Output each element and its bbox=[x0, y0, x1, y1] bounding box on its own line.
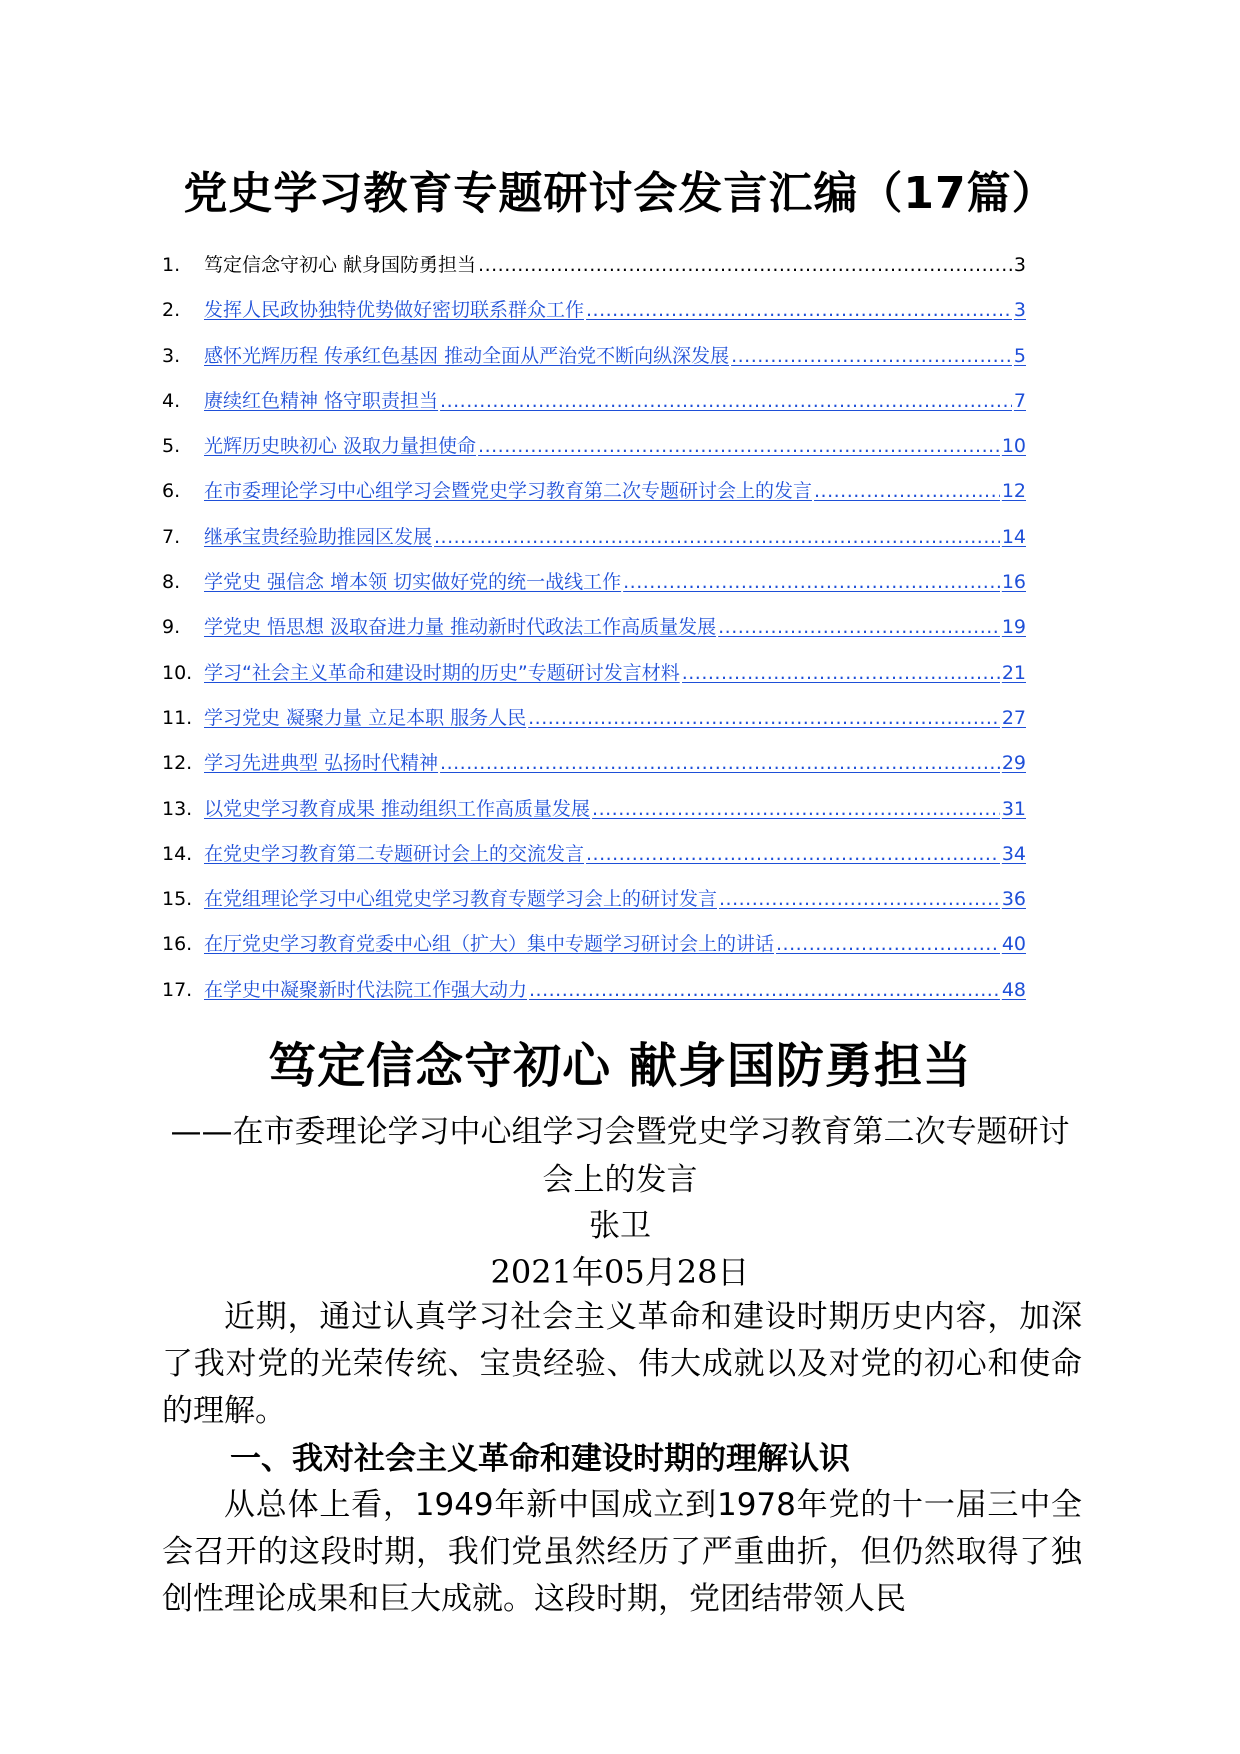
toc-entry-title: 在厅党史学习教育党委中心组（扩大）集中专题学习研讨会上的讲话 bbox=[204, 933, 775, 956]
toc-dot-leader bbox=[586, 841, 1000, 867]
toc-entry-number: 1. bbox=[162, 254, 181, 276]
article-paragraph: 近期，通过认真学习社会主义革命和建设时期历史内容，加深了我对党的光荣传统、宝贵经验、伟大成就以及对党的初心和使命的理解。 bbox=[162, 1299, 1082, 1429]
toc-entry-link[interactable] bbox=[204, 614, 1026, 640]
toc-dot-leader bbox=[529, 977, 1000, 1003]
toc-entry-title: 感怀光辉历程 传承红色基因 推动全面从严治党不断向纵深发展 bbox=[204, 344, 730, 367]
toc-entry-title: 继承宝贵经验助推园区发展 bbox=[204, 525, 433, 548]
toc-entry-link[interactable] bbox=[204, 931, 1026, 957]
toc-entry-number: 9. bbox=[162, 616, 181, 639]
toc-entry-title: 学党史 悟思想 汲取奋进力量 推动新时代政法工作高质量发展 bbox=[204, 616, 717, 639]
toc-dot-leader bbox=[478, 252, 1012, 278]
toc-entry-title: 以党史学习教育成果 推动组织工作高质量发展 bbox=[204, 797, 591, 820]
toc-entry-link[interactable] bbox=[204, 977, 1026, 1003]
toc-entry-page: 40 bbox=[1001, 933, 1026, 956]
toc-entry-title: 学习党史 凝聚力量 立足本职 服务人民 bbox=[204, 706, 527, 729]
section-heading: 一、我对社会主义革命和建设时期的理解认识 bbox=[230, 1441, 850, 1477]
toc-entry-number: 16. bbox=[162, 933, 193, 956]
toc-entry-link[interactable] bbox=[204, 524, 1026, 550]
toc-entry-number: 5. bbox=[162, 435, 181, 458]
toc-entry-number: 10. bbox=[162, 661, 193, 684]
toc-entry[interactable] bbox=[162, 660, 1026, 705]
toc-dot-leader bbox=[478, 433, 1000, 459]
toc-entry-link[interactable] bbox=[204, 886, 1026, 912]
toc-entry-link[interactable] bbox=[204, 841, 1026, 867]
toc-dot-leader bbox=[440, 750, 1000, 776]
toc-entry-page: 10 bbox=[1001, 435, 1026, 458]
toc-dot-leader bbox=[814, 478, 1000, 504]
toc-dot-leader bbox=[434, 524, 1000, 550]
toc-entry-link[interactable] bbox=[204, 750, 1026, 776]
toc-entry[interactable] bbox=[162, 886, 1026, 931]
toc-entry-number: 8. bbox=[162, 571, 181, 594]
toc-entry-page: 48 bbox=[1001, 978, 1026, 1001]
toc-dot-leader bbox=[586, 297, 1012, 323]
toc-entry-page: 29 bbox=[1001, 752, 1026, 775]
toc-entry-page: 27 bbox=[1001, 706, 1026, 729]
toc-entry-page: 12 bbox=[1001, 480, 1026, 503]
toc-entry-link[interactable] bbox=[204, 796, 1026, 822]
toc-entry-number: 13. bbox=[162, 797, 193, 820]
toc-entry-page: 31 bbox=[1001, 797, 1026, 820]
toc-entry-link[interactable] bbox=[204, 660, 1026, 686]
article-date: 2021年05月28日 bbox=[490, 1253, 750, 1291]
table-of-contents bbox=[162, 252, 1026, 1022]
toc-entry[interactable] bbox=[162, 478, 1026, 523]
toc-entry bbox=[162, 252, 1026, 297]
toc-entry-link[interactable] bbox=[204, 705, 1026, 731]
toc-entry-title: 学习先进典型 弘扬时代精神 bbox=[204, 752, 439, 775]
toc-entry-title: 在市委理论学习中心组学习会暨党史学习教育第二次专题研讨会上的发言 bbox=[204, 480, 813, 503]
article-subtitle: ——在市委理论学习中心组学习会暨党史学习教育第二次专题研讨会上的发言 bbox=[170, 1114, 1070, 1198]
toc-dot-leader bbox=[623, 569, 1000, 595]
toc-entry-page: 3 bbox=[1013, 299, 1026, 322]
toc-entry-number: 14. bbox=[162, 842, 193, 865]
toc-entry-number: 4. bbox=[162, 389, 181, 412]
toc-entry-page: 14 bbox=[1001, 525, 1026, 548]
toc-entry-link[interactable] bbox=[204, 478, 1026, 504]
toc-entry[interactable] bbox=[162, 841, 1026, 886]
toc-entry[interactable] bbox=[162, 433, 1026, 478]
toc-entry-link[interactable] bbox=[204, 569, 1026, 595]
toc-dot-leader bbox=[528, 705, 1000, 731]
article-author: 张卫 bbox=[589, 1208, 651, 1244]
toc-entry-title: 赓续红色精神 恪守职责担当 bbox=[204, 389, 439, 412]
toc-dot-leader bbox=[719, 886, 1000, 912]
toc-entry[interactable] bbox=[162, 796, 1026, 841]
toc-entry-number: 2. bbox=[162, 299, 181, 322]
toc-entry[interactable] bbox=[162, 705, 1026, 750]
toc-entry[interactable] bbox=[162, 931, 1026, 976]
toc-dot-leader bbox=[776, 931, 1000, 957]
toc-entry-title: 在学史中凝聚新时代法院工作强大动力 bbox=[204, 978, 528, 1001]
toc-entry-page: 19 bbox=[1001, 616, 1026, 639]
toc-entry[interactable] bbox=[162, 614, 1026, 659]
toc-entry-title: 发挥人民政协独特优势做好密切联系群众工作 bbox=[204, 299, 585, 322]
toc-entry-number: 15. bbox=[162, 888, 193, 911]
toc-entry-link[interactable] bbox=[204, 388, 1026, 414]
toc-entry-link bbox=[204, 252, 1026, 278]
toc-entry-number: 12. bbox=[162, 752, 193, 775]
toc-entry-number: 7. bbox=[162, 525, 181, 548]
toc-entry-title: 光辉历史映初心 汲取力量担使命 bbox=[204, 435, 477, 458]
toc-entry-link[interactable] bbox=[204, 343, 1026, 369]
toc-dot-leader bbox=[731, 343, 1012, 369]
toc-dot-leader bbox=[718, 614, 1000, 640]
toc-entry-page: 3 bbox=[1013, 254, 1026, 276]
toc-entry[interactable] bbox=[162, 977, 1026, 1022]
toc-entry-title: 学习“社会主义革命和建设时期的历史”专题研讨发言材料 bbox=[204, 661, 680, 684]
toc-entry-link[interactable] bbox=[204, 297, 1026, 323]
toc-entry-page: 5 bbox=[1013, 344, 1026, 367]
article-title: 笃定信念守初心 献身国防勇担当 bbox=[268, 1038, 972, 1094]
toc-entry-title: 在党组理论学习中心组党史学习教育专题学习会上的研讨发言 bbox=[204, 888, 718, 911]
toc-entry-title: 笃定信念守初心 献身国防勇担当 bbox=[204, 254, 477, 276]
toc-entry[interactable] bbox=[162, 524, 1026, 569]
toc-entry[interactable] bbox=[162, 343, 1026, 388]
toc-entry-page: 16 bbox=[1001, 571, 1026, 594]
toc-entry-page: 36 bbox=[1001, 888, 1026, 911]
toc-entry-page: 34 bbox=[1001, 842, 1026, 865]
document-title: 党史学习教育专题研讨会发言汇编（17篇） bbox=[183, 168, 1057, 219]
toc-entry[interactable] bbox=[162, 750, 1026, 795]
toc-dot-leader bbox=[592, 796, 1000, 822]
toc-entry-number: 17. bbox=[162, 978, 193, 1001]
toc-entry[interactable] bbox=[162, 569, 1026, 614]
toc-entry-number: 6. bbox=[162, 480, 181, 503]
toc-entry-link[interactable] bbox=[204, 433, 1026, 459]
toc-entry-title: 学党史 强信念 增本领 切实做好党的统一战线工作 bbox=[204, 571, 622, 594]
article-paragraph: 从总体上看，1949年新中国成立到1978年党的十一届三中全会召开的这段时期，我们党虽然经历了严重曲折，但仍然取得了独创性理论成果和巨大成就。这段时期，党团结带领人民 bbox=[162, 1487, 1082, 1617]
toc-entry[interactable] bbox=[162, 388, 1026, 433]
toc-entry-page: 21 bbox=[1001, 661, 1026, 684]
toc-dot-leader bbox=[440, 388, 1012, 414]
toc-entry[interactable] bbox=[162, 297, 1026, 342]
toc-entry-title: 在党史学习教育第二专题研讨会上的交流发言 bbox=[204, 842, 585, 865]
toc-entry-number: 3. bbox=[162, 344, 181, 367]
toc-dot-leader bbox=[682, 660, 1000, 686]
toc-entry-page: 7 bbox=[1013, 389, 1026, 412]
toc-entry-number: 11. bbox=[162, 706, 193, 729]
